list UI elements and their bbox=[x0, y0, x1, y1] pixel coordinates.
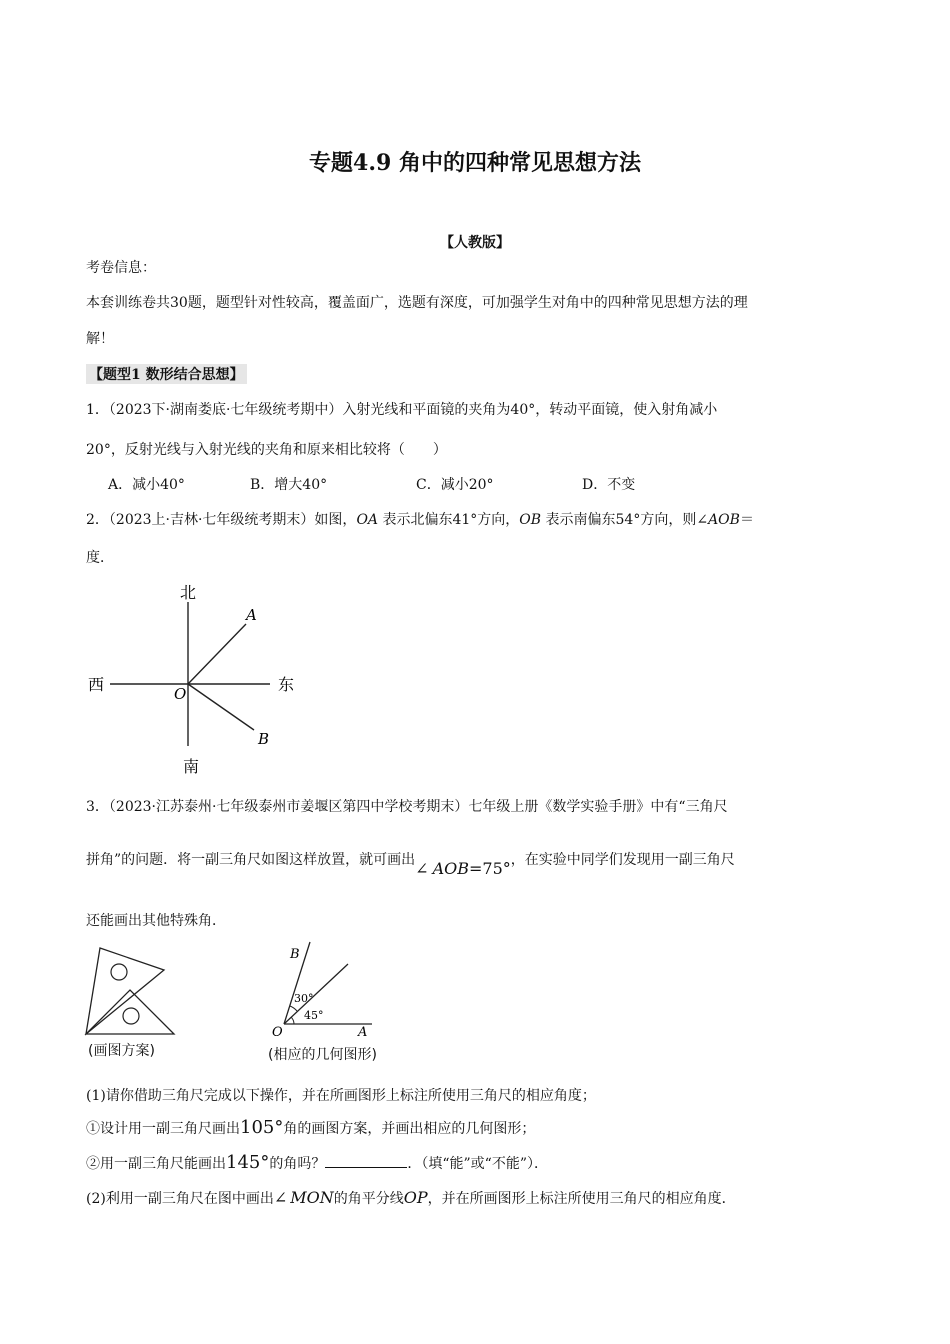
ray-ob bbox=[188, 684, 254, 730]
q3-sub-1-2-text-a: ②用一副三角尺能画出 bbox=[86, 1156, 226, 1172]
q3-line-2 bbox=[86, 849, 735, 878]
label-o: O bbox=[174, 685, 187, 703]
q1-option-d: D．不变 bbox=[582, 477, 636, 493]
q3-aob: AOB bbox=[432, 859, 469, 878]
q3-text-b: ，在实验中同学们发现用一副三角尺 bbox=[510, 852, 735, 868]
info-label: 考卷信息： bbox=[86, 260, 156, 276]
arc-45 bbox=[291, 1017, 294, 1024]
q2-aob: AOB bbox=[708, 512, 740, 528]
edition-label: 【人教版】 bbox=[440, 235, 510, 251]
q3-sub-1-1-num: 105° bbox=[240, 1117, 284, 1138]
info-line-2: 解！ bbox=[86, 331, 114, 347]
angle-svg bbox=[268, 940, 378, 1040]
q3-sub-1-2-text-c: ．（填“能”或“不能”）． bbox=[407, 1156, 548, 1172]
fig-label-o: O bbox=[272, 1025, 283, 1040]
info-line-1: 本套训练卷共30题，题型针对性较高，覆盖面广，选题有深度，可加强学生对角中的四种常见思想方法的理 bbox=[86, 295, 748, 311]
q3-sub-1-1-text-b: 角的画图方案，并画出相应的几何图形； bbox=[283, 1121, 536, 1137]
q2-text-a: 2．（2023上·吉林·七年级统考期末）如图， bbox=[86, 512, 357, 528]
label-west: 西 bbox=[88, 675, 105, 694]
label-east: 东 bbox=[278, 675, 295, 694]
q3-sub-2-angle: ∠ bbox=[273, 1188, 288, 1207]
q3-sub-2-text-b: 的角平分线 bbox=[333, 1191, 404, 1207]
fig-label-a: A bbox=[358, 1025, 368, 1040]
q3-text-a: 拼角”的问题．将一副三角尺如图这样放置，就可画出 bbox=[86, 852, 416, 868]
q1-option-c: C．减小20° bbox=[416, 477, 494, 493]
fig-label-b: B bbox=[290, 947, 300, 962]
set-square-svg bbox=[82, 942, 182, 1040]
q3-sub-1-1-text-a: ①设计用一副三角尺画出 bbox=[86, 1121, 240, 1137]
q1-option-a: A．减小40° bbox=[108, 477, 185, 493]
q3-sub-2-text-c: ，并在所画图形上标注所使用三角尺的相应角度． bbox=[427, 1191, 736, 1207]
q2-text-b: 表示北偏东41°方向， bbox=[378, 512, 520, 528]
q2-line-2: 度． bbox=[86, 550, 114, 566]
q3-sub-1-2 bbox=[86, 1153, 548, 1174]
q2-ob: OB bbox=[519, 512, 542, 528]
label-south: 南 bbox=[183, 757, 200, 776]
q3-line-3: 还能画出其他特殊角． bbox=[86, 913, 226, 929]
compass-svg bbox=[80, 578, 310, 778]
q3-sub-1-2-num: 145° bbox=[226, 1152, 270, 1173]
label-a: A bbox=[246, 606, 257, 624]
label-b: B bbox=[258, 730, 270, 748]
q3-sub-2-mon: MON bbox=[290, 1188, 334, 1207]
q3-eq75: =75° bbox=[469, 859, 511, 878]
q3-sub-1-1 bbox=[86, 1118, 535, 1139]
label-north: 北 bbox=[180, 583, 197, 602]
q3-line-1: 3．（2023·江苏泰州·七年级泰州市姜堰区第四中学校考期末）七年级上册《数学实验手册》中有“三角尺 bbox=[86, 799, 728, 815]
q3-sub-1-2-text-b: 的角吗？ bbox=[269, 1156, 326, 1172]
compass-figure bbox=[80, 578, 310, 778]
q3-sub-1: (1)请你借助三角尺完成以下操作，并在所画图形上标注所使用三角尺的相应角度； bbox=[86, 1088, 596, 1104]
set-square-figure bbox=[82, 942, 182, 1040]
q2-oa: OA bbox=[356, 512, 379, 528]
ray-oa bbox=[188, 624, 246, 684]
q2-text-c: 表示南偏东54°方向，则∠ bbox=[541, 512, 709, 528]
section-heading-1: 【题型1 数形结合思想】 bbox=[86, 364, 247, 384]
q1-line-2: 20°，反射光线与入射光线的夹角和原来相比较将（ ） bbox=[86, 442, 447, 458]
angle-figure bbox=[268, 940, 378, 1040]
fig-caption-left: (画图方案) bbox=[88, 1043, 155, 1059]
fig-label-45: 45° bbox=[304, 1009, 324, 1022]
q3-angle-symbol: ∠ bbox=[415, 859, 429, 878]
q3-sub-2 bbox=[86, 1188, 736, 1209]
arc-30 bbox=[290, 1006, 297, 1011]
page-title: 专题4.9 角中的四种常见思想方法 bbox=[309, 150, 641, 176]
q2-text-d: ＝ bbox=[739, 512, 754, 528]
fig-label-30: 30° bbox=[294, 992, 314, 1005]
set-square-hole-bottom bbox=[123, 1008, 139, 1024]
answer-blank[interactable] bbox=[325, 1153, 407, 1168]
q3-sub-2-op: OP bbox=[403, 1188, 428, 1207]
fig-caption-right: (相应的几何图形) bbox=[268, 1047, 377, 1063]
q2-line-1 bbox=[86, 510, 754, 530]
set-square-45 bbox=[86, 990, 174, 1034]
set-square-hole-top bbox=[111, 964, 127, 980]
q3-sub-2-text-a: (2)利用一副三角尺在图中画出 bbox=[86, 1191, 274, 1207]
q1-line-1: 1．（2023下·湖南娄底·七年级统考期中）入射光线和平面镜的夹角为40°，转动平面镜，使入射角减小 bbox=[86, 402, 718, 418]
q1-option-b: B．增大40° bbox=[250, 477, 328, 493]
